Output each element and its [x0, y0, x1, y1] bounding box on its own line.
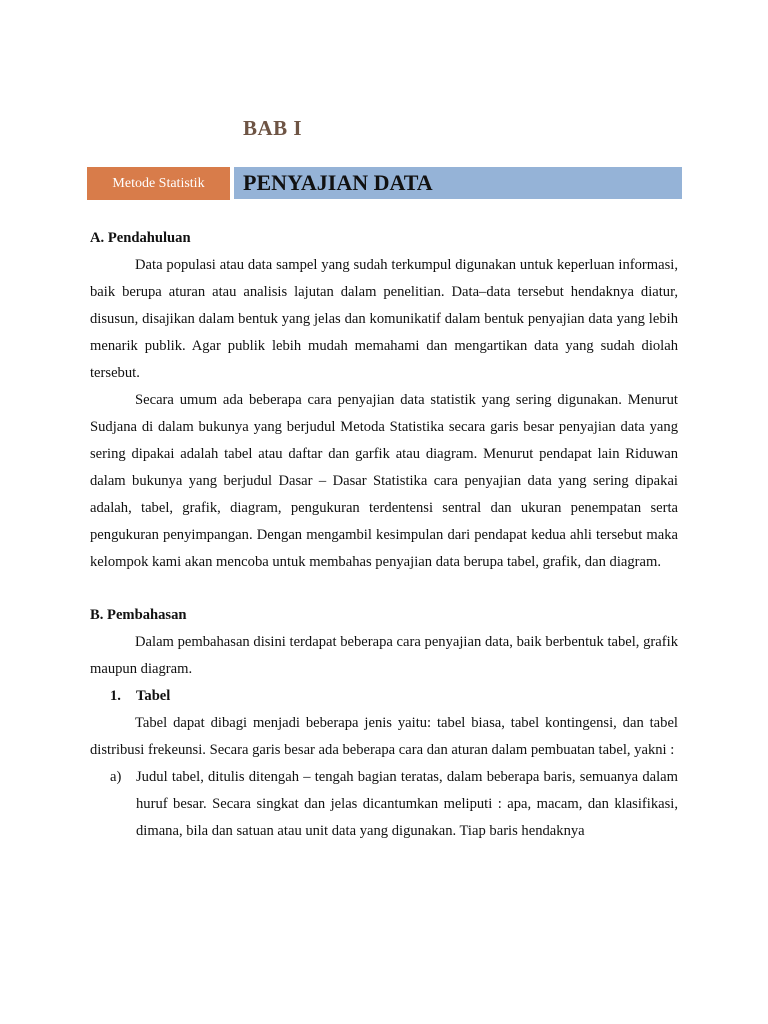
section-a-paragraph-1: Data populasi atau data sampel yang sudah terkumpul digunakan untuk keperluan informasi, baik berupa aturan atau analisis lajutan dalam penelitian. Data–data tersebut hendaknya diatur, disusun, disajikan dalam bentuk yang jelas dan komunikatif dalam bentuk penyajian data yang lebih menarik publik. Agar publik lebih mudah memahami dan mengartikan data yang sudah diolah tersebut.: [90, 257, 678, 381]
subject-tag: [87, 167, 230, 200]
item-title: Tabel: [136, 688, 171, 704]
section-spacer: [90, 576, 678, 602]
list-item-a: [110, 764, 678, 845]
title-bar: [234, 167, 682, 199]
document-body: [90, 225, 678, 845]
list-item-letter: a): [110, 769, 122, 785]
numbered-item-tabel: [110, 683, 678, 710]
section-b-heading: B. Pembahasan: [90, 607, 187, 623]
chapter-label: BAB I: [243, 116, 303, 140]
list-item-text: Judul tabel, ditulis ditengah – tengah bagian teratas, dalam beberapa baris, semuanya dalam huruf besar. Secara singkat dan jelas dicantumkan meliputi : apa, macam, dan klasifikasi, dimana, bila dan satuan atau unit data yang digunakan. Tiap baris hendaknya: [136, 769, 678, 839]
page-title: PENYAJIAN DATA: [243, 170, 433, 195]
item-number: 1.: [110, 688, 121, 704]
section-a-heading: A. Pendahuluan: [90, 230, 191, 246]
subject-tag-label: Metode Statistik: [112, 175, 205, 191]
section-b-paragraph-1: Dalam pembahasan disini terdapat beberapa cara penyajian data, baik berbentuk tabel, grafik maupun diagram.: [90, 634, 678, 677]
tabel-paragraph: Tabel dapat dibagi menjadi beberapa jenis yaitu: tabel biasa, tabel kontingensi, dan tabel distribusi frekeunsi. Secara garis besar ada beberapa cara dan aturan dalam pembuatan tabel, yakni :: [90, 715, 678, 758]
section-a-paragraph-2: Secara umum ada beberapa cara penyajian data statistik yang sering digunakan. Menurut Sudjana di dalam bukunya yang berjudul Metoda Statistika secara garis besar penyajian data yang sering dipakai adalah tabel atau daftar dan garfik atau diagram. Menurut pendapat lain Riduwan dalam bukunya yang berjudul Dasar – Dasar Statistika cara penyajian data yang sering dipakai adalah, tabel, grafik, diagram, pengukuran terdentensi sentral dan ukuran penempatan serta pengukuran penyimpangan. Dengan mengambil kesimpulan dari pendapat kedua ahli tersebut maka kelompok kami akan mencoba untuk membahas penyajian data berupa tabel, grafik, dan diagram.: [90, 392, 678, 570]
